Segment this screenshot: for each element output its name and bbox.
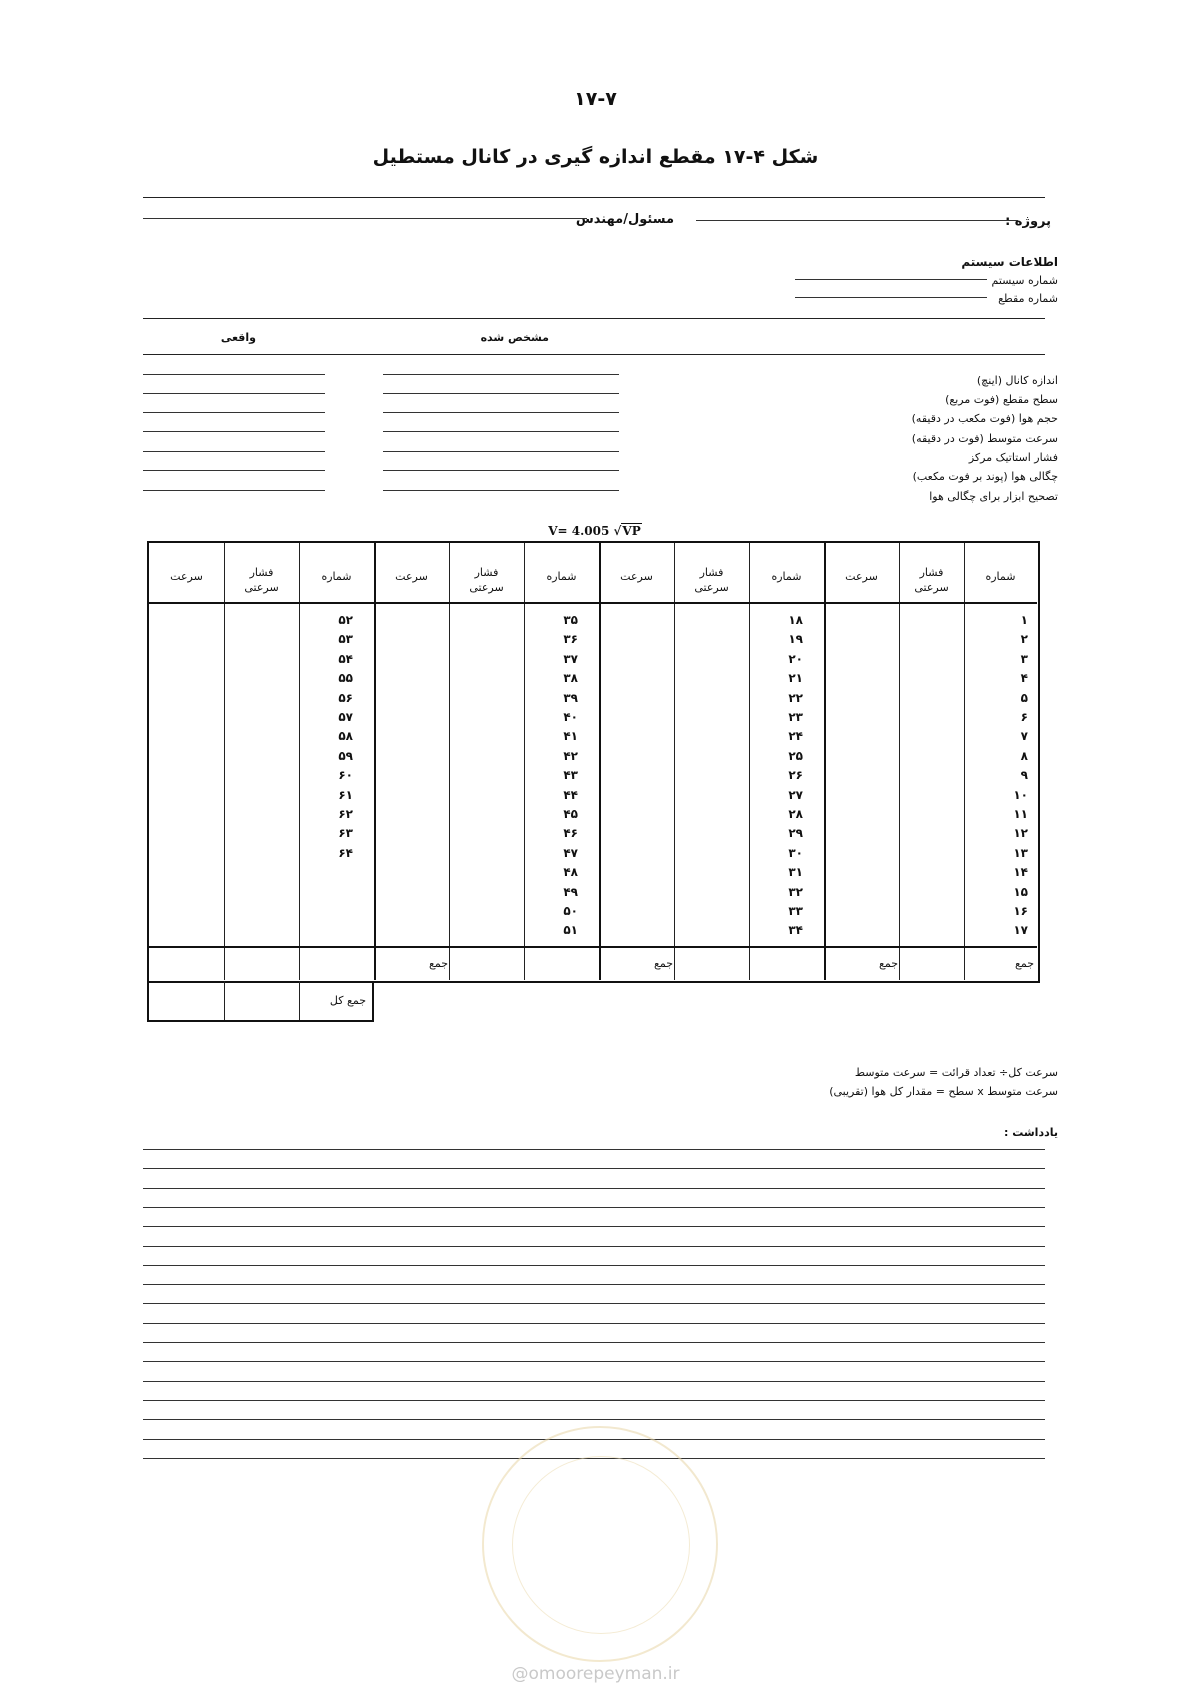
reading-number: ۱۸ [788,613,803,627]
project-label: پروژه : [1005,214,1051,229]
specified-field[interactable] [383,451,619,452]
divider [143,318,1045,319]
system-number-label: شماره سیستم [991,274,1058,287]
param-duct-size: اندازه کانال (اینچ) [976,374,1058,387]
actual-field[interactable] [143,431,325,432]
reading-number: ۴۳ [563,768,578,783]
page-number: ۱۷-۷ [574,88,617,110]
reading-number: ۳۸ [563,671,578,686]
actual-field[interactable] [143,451,325,452]
note-line[interactable] [143,1246,1045,1247]
reading-number: ۱۶ [1013,904,1028,918]
formula-radicand: VP [622,524,641,538]
section-number-field[interactable] [795,297,987,298]
column-divider [824,543,826,980]
note-line[interactable] [143,1303,1045,1304]
reading-number: ۳۰ [788,845,803,860]
actual-field[interactable] [143,470,325,471]
sum-label: جمع [653,957,673,970]
reading-number: ۲۵ [788,748,803,763]
reading-number: ۴۸ [563,865,578,880]
reading-number: ۲۳ [788,710,803,724]
reading-number: ۱۵ [1013,884,1028,899]
param-static-pressure: فشار استاتیک مرکز [968,451,1058,464]
header-pressure-line1: فشار [474,566,499,579]
specified-field[interactable] [383,412,619,413]
section-number-label: شماره مقطع [998,292,1058,305]
page-title: شکل ۴-۱۷ مقطع اندازه گیری در کانال مستطیل [372,146,819,168]
system-number-field[interactable] [795,279,987,280]
reading-number: ۳۳ [788,904,803,918]
column-divider [449,543,450,980]
reading-number: ۲۲ [788,690,803,705]
column-divider [749,543,750,980]
sqrt-icon: √ [613,524,622,538]
velocity-formula [520,524,670,538]
header-pressure [224,565,299,595]
reading-number: ۱۲ [1013,826,1028,841]
header-velocity: سرعت [620,570,653,583]
reading-number: ۷ [1020,729,1028,744]
sum-label: جمع [878,957,898,970]
column-divider [524,543,525,980]
header-pressure-line2: سرعتی [694,581,729,594]
reading-number: ۴ [1020,671,1028,686]
param-air-density: چگالی هوا (پوند بر فوت مکعب) [912,470,1058,483]
note-line[interactable] [143,1149,1045,1150]
reading-number: ۴۰ [563,710,578,724]
reading-number: ۶۴ [338,845,353,860]
reading-number: ۴۲ [563,748,578,763]
reading-number: ۴۱ [563,729,578,744]
note-line[interactable] [143,1226,1045,1227]
reading-number: ۱۱ [1013,807,1028,821]
header-number: شماره [771,570,802,583]
actual-field[interactable] [143,412,325,413]
param-air-volume: حجم هوا (فوت مکعب در دقیقه) [911,412,1058,425]
sum-label: جمع [1014,957,1034,970]
reading-number: ۲۹ [788,826,803,841]
note-line[interactable] [143,1361,1045,1362]
header-velocity: سرعت [845,570,878,583]
note-line[interactable] [143,1188,1045,1189]
header-pressure-line2: سرعتی [914,581,949,594]
reading-number: ۶۰ [338,768,353,783]
reading-number: ۱۳ [1013,845,1028,860]
specified-field[interactable] [383,374,619,375]
column-divider [224,981,225,1020]
reading-number: ۲۴ [788,729,803,744]
note-line[interactable] [143,1381,1045,1382]
reading-number: ۱۷ [1013,923,1028,938]
watermark-inner-ring [512,1456,690,1634]
reading-number: ۵۰ [563,904,578,918]
formula-prefix: V= 4.005 [548,524,614,538]
column-divider [224,543,225,980]
reading-number: ۵۶ [338,690,353,705]
note-line[interactable] [143,1265,1045,1266]
reading-number: ۲۶ [788,768,803,783]
param-cross-section: سطح مقطع (فوت مربع) [945,393,1058,406]
header-number: شماره [546,570,577,583]
avg-velocity-formula: سرعت کل÷ تعداد قرائت = سرعت متوسط [854,1066,1058,1079]
reading-number: ۱ [1020,613,1028,627]
reading-number: ۴۷ [563,845,578,860]
reading-number: ۱۰ [1013,787,1028,802]
actual-field[interactable] [143,393,325,394]
reading-number: ۳۶ [563,632,578,647]
header-pressure-line1: فشار [919,566,944,579]
reading-number: ۵۸ [338,729,353,744]
specified-field[interactable] [383,490,619,491]
reading-number: ۱۴ [1013,865,1028,880]
note-line[interactable] [143,1207,1045,1208]
total-air-formula: سرعت متوسط x سطح = مقدار کل هوا (تقریبی) [829,1085,1058,1098]
reading-number: ۵۹ [338,748,353,763]
notes-label: یادداشت : [1003,1126,1058,1139]
header-pressure [674,565,749,595]
column-actual: واقعی [220,331,256,344]
reading-number: ۴۵ [563,807,578,821]
reading-number: ۶۲ [338,807,353,821]
column-divider [964,543,965,980]
header-velocity: سرعت [170,570,203,583]
actual-field[interactable] [143,374,325,375]
note-line[interactable] [143,1342,1045,1343]
reading-number: ۴۴ [563,787,578,802]
reading-number: ۹ [1020,768,1028,783]
watermark-url: @omoorepeyman.ir [511,1664,680,1684]
specified-field[interactable] [383,393,619,394]
reading-number: ۶۳ [338,826,353,841]
param-density-correction: تصحیح ابزار برای چگالی هوا [929,490,1058,503]
specified-field[interactable] [383,470,619,471]
note-line[interactable] [143,1400,1045,1401]
header-divider [149,602,1037,604]
sum-row-divider [149,946,1037,948]
specified-field[interactable] [383,431,619,432]
reading-number: ۵۷ [338,710,353,724]
column-divider [674,543,675,980]
grand-total-label: جمع کل [329,994,366,1007]
reading-number: ۶ [1020,710,1028,724]
reading-number: ۱۹ [788,632,803,647]
reading-number: ۳۵ [563,613,578,627]
actual-field[interactable] [143,490,325,491]
reading-number: ۳ [1020,651,1028,666]
note-line[interactable] [143,1323,1045,1324]
watermark-seal [482,1426,718,1662]
project-field[interactable] [696,220,1018,221]
note-line[interactable] [143,1168,1045,1169]
column-divider [299,981,300,1020]
column-divider [299,543,300,980]
reading-number: ۳۴ [788,923,803,938]
measurement-table [147,541,1040,983]
grand-total-box [147,981,374,1022]
header-number: شماره [321,570,352,583]
engineer-label: مسئول/مهندس [575,212,674,227]
reading-number: ۲۷ [788,787,803,802]
reading-number: ۵۲ [338,613,353,627]
header-pressure-line2: سرعتی [244,581,279,594]
column-divider [599,543,601,980]
reading-number: ۳۹ [563,690,578,705]
reading-number: ۳۱ [788,865,803,880]
reading-number: ۲ [1020,632,1028,647]
column-divider [374,543,376,980]
note-line[interactable] [143,1419,1045,1420]
reading-number: ۳۷ [563,651,578,666]
column-specified: مشخص شده [480,331,549,344]
header-pressure-line2: سرعتی [469,581,504,594]
header-pressure [899,565,964,595]
param-avg-velocity: سرعت متوسط (فوت در دقیقه) [911,432,1058,445]
reading-number: ۵۵ [338,671,353,686]
reading-number: ۲۰ [788,651,803,666]
header-velocity: سرعت [395,570,428,583]
engineer-field[interactable] [143,218,587,219]
divider [143,354,1045,355]
reading-number: ۳۲ [788,884,803,899]
reading-number: ۵۴ [338,651,353,666]
reading-number: ۴۹ [563,884,578,899]
column-divider [899,543,900,980]
reading-number: ۵۳ [338,632,353,647]
reading-number: ۲۸ [788,807,803,821]
system-info-heading: اطلاعات سیستم [961,255,1058,269]
header-pressure-line1: فشار [249,566,274,579]
reading-number: ۸ [1020,748,1028,763]
reading-number: ۶۱ [338,787,353,802]
divider [143,197,1045,198]
reading-number: ۲۱ [788,671,803,686]
header-number: شماره [985,570,1016,583]
sum-label: جمع [428,957,448,970]
reading-number: ۴۶ [563,826,578,841]
header-pressure [449,565,524,595]
header-pressure-line1: فشار [699,566,724,579]
reading-number: ۵ [1020,690,1028,705]
note-line[interactable] [143,1284,1045,1285]
reading-number: ۵۱ [563,923,578,938]
